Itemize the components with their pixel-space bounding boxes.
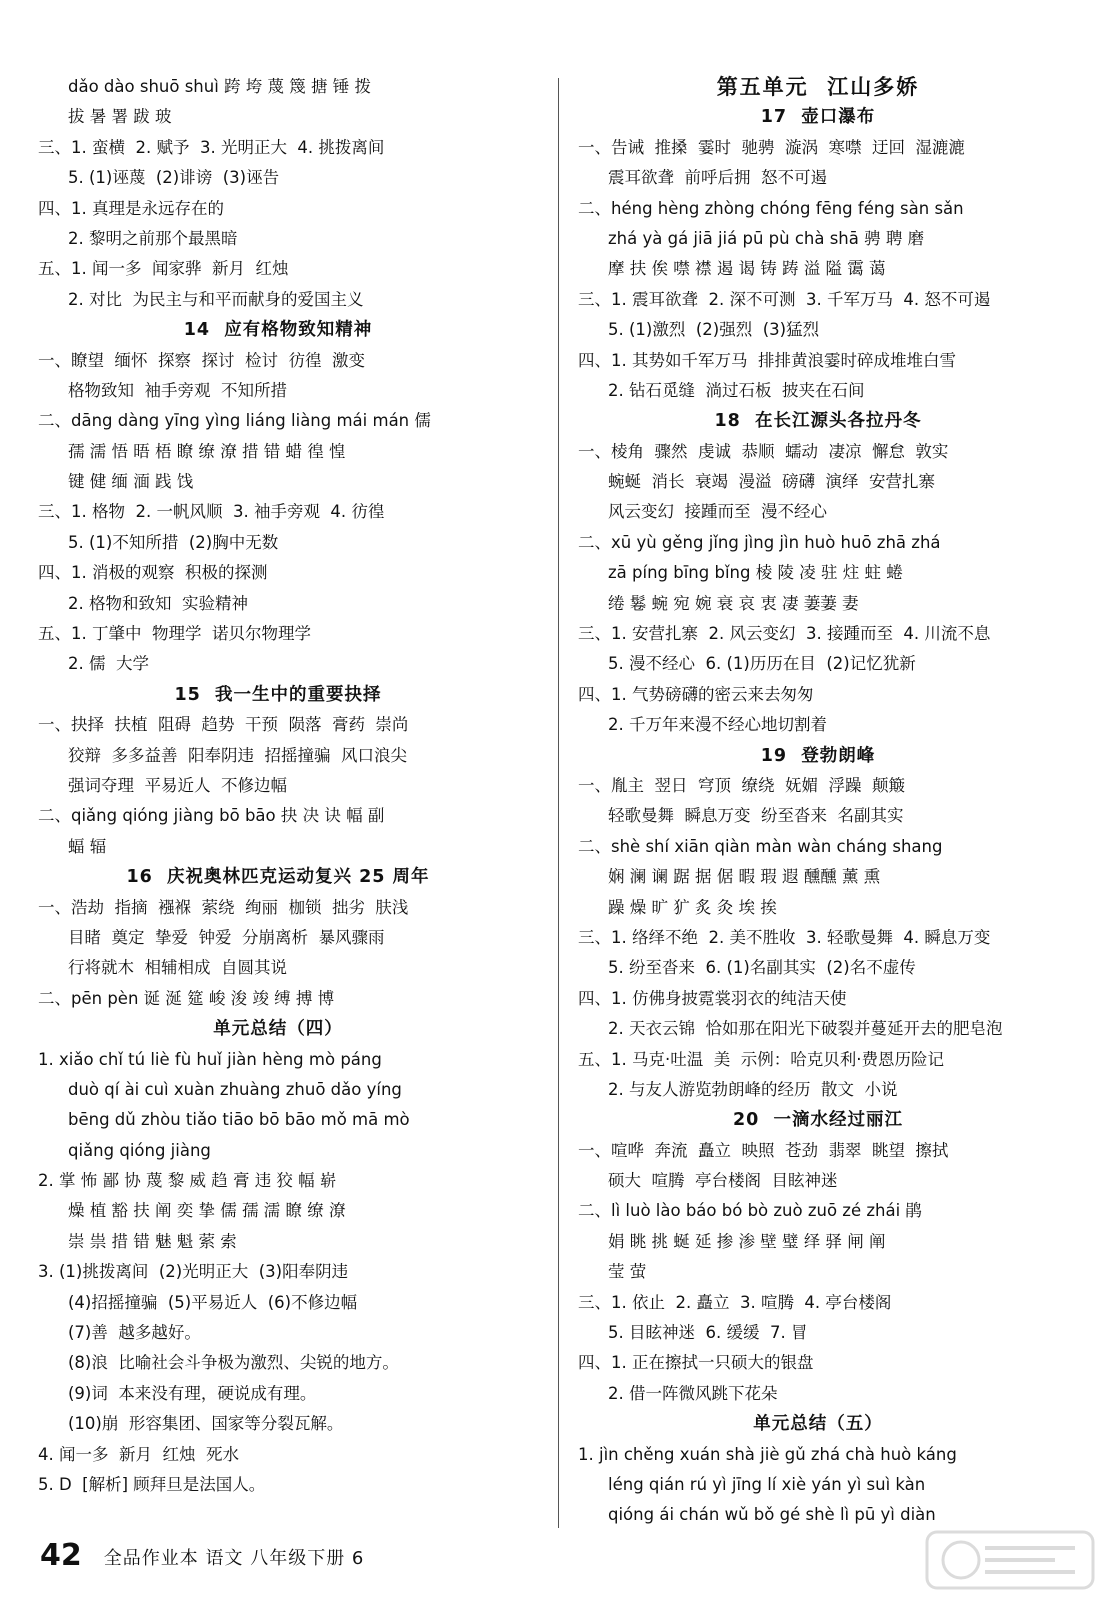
answer-line: 燥 植 豁 扶 阐 奕 挚 儒 孺 濡 瞭 缭 潦 bbox=[68, 1201, 346, 1221]
answer-line: 三、1. 安营扎寨 2. 风云变幻 3. 接踵而至 4. 川流不息 bbox=[578, 624, 991, 644]
answer-line: qiǎng qióng jiàng bbox=[68, 1140, 211, 1160]
section-title: 15 我一生中的重要抉择 bbox=[174, 684, 382, 705]
right-column bbox=[578, 72, 1058, 1531]
answer-line: (4)招摇撞骗 (5)平易近人 (6)不修边幅 bbox=[68, 1292, 358, 1312]
answer-line: 躁 燥 旷 犷 炙 灸 埃 挨 bbox=[608, 897, 777, 917]
answer-line: 3. (1)挑拨离间 (2)光明正大 (3)阳奉阴违 bbox=[38, 1262, 349, 1282]
answer-line: 一、抉择 扶植 阻碍 趋势 干预 陨落 膏药 崇尚 bbox=[38, 715, 409, 735]
answer-line: 2. 格物和致知 实验精神 bbox=[68, 593, 248, 613]
answer-line: 三、1. 震耳欲聋 2. 深不可测 3. 千军万马 4. 怒不可遏 bbox=[578, 289, 991, 309]
answer-line: 拔 暑 署 跋 玻 bbox=[68, 107, 172, 127]
answer-line: qióng ái chán wǔ bǒ gé shè lì pū yì diàn bbox=[608, 1505, 936, 1525]
answer-line: 三、1. 格物 2. 一帆风顺 3. 袖手旁观 4. 彷徨 bbox=[38, 502, 385, 522]
answer-line: 蝠 辐 bbox=[68, 836, 107, 856]
column-divider bbox=[558, 78, 559, 1528]
answer-line: 莹 萤 bbox=[608, 1262, 647, 1282]
answer-line: zhá yà gá jiā jiá pū pù chà shā 骋 聘 磨 bbox=[608, 228, 925, 248]
answer-line: 四、1. 其势如千军万马 排排黄浪霎时碎成堆堆白雪 bbox=[578, 350, 956, 370]
answer-line: 摩 扶 俟 噤 襟 遏 谒 铸 踌 溢 隘 霭 蔼 bbox=[608, 259, 886, 279]
answer-line: 二、shè shí xiān qiàn màn wàn cháng shang bbox=[578, 836, 943, 856]
answer-line: 4. 闻一多 新月 红烛 死水 bbox=[38, 1444, 239, 1464]
answer-line: 5. (1)激烈 (2)强烈 (3)猛烈 bbox=[608, 320, 820, 340]
book-title: 全品作业本 语文 八年级下册 6 bbox=[103, 1548, 365, 1569]
section-title: 17 壶口瀑布 bbox=[760, 107, 876, 128]
answer-line: 2. 天衣云锦 恰如那在阳光下破裂并蔓延开去的肥皂泡 bbox=[608, 1019, 1003, 1039]
page-footer bbox=[40, 1528, 364, 1572]
answer-line: (7)善 越多越好。 bbox=[68, 1323, 201, 1343]
answer-line: 2. 对比 为民主与和平而献身的爱国主义 bbox=[68, 289, 364, 309]
answer-line: bēng dǔ zhòu tiǎo tiāo bō bāo mǒ mā mò bbox=[68, 1110, 410, 1130]
answer-line: 二、xū yù gěng jǐng jìng jìn huò huō zhā zhá bbox=[578, 532, 941, 552]
answer-line: (8)浪 比喻社会斗争极为激烈、尖锐的地方。 bbox=[68, 1353, 399, 1373]
answer-line: 2. 钻石觅缝 淌过石板 披夹在石间 bbox=[608, 380, 865, 400]
answer-line: 娟 眺 挑 蜒 延 掺 渗 壁 璧 绎 驿 闸 阐 bbox=[608, 1231, 886, 1251]
answer-line: 5. D [解析] 顾拜旦是法国人。 bbox=[38, 1474, 266, 1494]
answer-line: 四、1. 真理是永远存在的 bbox=[38, 198, 224, 218]
answer-line: (9)词 本来没有理，硬说成有理。 bbox=[68, 1383, 317, 1403]
answer-line: 五、1. 闻一多 闻家骅 新月 红烛 bbox=[38, 259, 289, 279]
answer-line: 娴 澜 谰 踞 据 倨 暇 瑕 遐 醺醺 薰 熏 bbox=[608, 867, 881, 887]
answer-line: 五、1. 马克·吐温 美 示例：哈克贝利·费恩历险记 bbox=[578, 1049, 944, 1069]
answer-line: 轻歌曼舞 瞬息万变 纷至沓来 名副其实 bbox=[608, 806, 904, 826]
answer-line: 2. 掌 怖 鄙 协 蔑 黎 威 趋 膏 违 狡 幅 崭 bbox=[38, 1171, 337, 1191]
answer-line: 一、棱角 骤然 虔诚 恭顺 蠕动 凄凉 懈怠 敦实 bbox=[578, 441, 949, 461]
answer-line: 5. 纷至沓来 6. (1)名副其实 (2)名不虚传 bbox=[608, 958, 916, 978]
section-title: 19 登勃朗峰 bbox=[760, 745, 876, 766]
answer-line: 1. jìn chěng xuán shà jiè gǔ zhá chà huò káng bbox=[578, 1444, 957, 1464]
unit-title: 第五单元 江山多娇 bbox=[716, 75, 920, 99]
answer-line: 绻 鬈 蜿 宛 婉 衰 哀 衷 凄 萋萋 妻 bbox=[608, 593, 859, 613]
answer-line: 风云变幻 接踵而至 漫不经心 bbox=[608, 502, 827, 522]
answer-line: 狡辩 多多益善 阳奉阴违 招摇撞骗 风口浪尖 bbox=[68, 745, 407, 765]
answer-line: 三、1. 依止 2. 矗立 3. 喧腾 4. 亭台楼阁 bbox=[578, 1292, 892, 1312]
answer-line: duò qí ài cuì xuàn zhuàng zhuō dǎo yíng bbox=[68, 1079, 402, 1099]
answer-line: 二、héng hèng zhòng chóng fēng féng sàn sǎn bbox=[578, 198, 964, 218]
answer-line: 行将就木 相辅相成 自圆其说 bbox=[68, 958, 287, 978]
answer-line: 5. 目眩神迷 6. 缓缓 7. 冒 bbox=[608, 1323, 808, 1343]
answer-line: 四、1. 仿佛身披霓裳羽衣的纯洁天使 bbox=[578, 988, 847, 1008]
answer-line: 五、1. 丁肇中 物理学 诺贝尔物理学 bbox=[38, 624, 311, 644]
section-title: 18 在长江源头各拉丹冬 bbox=[714, 411, 922, 432]
answer-line: zā píng bīng bǐng 棱 陵 凌 驻 炷 蛀 蜷 bbox=[608, 563, 903, 583]
answer-line: 1. xiǎo chǐ tú liè fù huǐ jiàn hèng mò páng bbox=[38, 1049, 382, 1069]
answer-line: 四、1. 消极的观察 积极的探测 bbox=[38, 563, 268, 583]
page-number: 42 bbox=[40, 1538, 82, 1573]
answer-line: 蜿蜒 消长 衰竭 漫溢 磅礴 演绎 安营扎寨 bbox=[608, 472, 935, 492]
answer-line: 键 健 缅 湎 践 饯 bbox=[68, 472, 194, 492]
answer-line: 三、1. 络绎不绝 2. 美不胜收 3. 轻歌曼舞 4. 瞬息万变 bbox=[578, 927, 991, 947]
answer-line: (10)崩 形容集团、国家等分裂瓦解。 bbox=[68, 1414, 344, 1434]
answer-line: 四、1. 气势磅礴的密云来去匆匆 bbox=[578, 684, 814, 704]
left-column bbox=[38, 72, 518, 1500]
answer-line: 二、pēn pèn 诞 涎 筵 峻 浚 竣 缚 搏 博 bbox=[38, 988, 335, 1008]
answer-line: 一、浩劫 指摘 襁褓 萦绕 绚丽 枷锁 拙劣 肤浅 bbox=[38, 897, 409, 917]
section-title: 16 庆祝奥林匹克运动复兴 25 周年 bbox=[126, 867, 430, 888]
answer-line: 二、dāng dàng yīng yìng liáng liàng mái mán 儒 bbox=[38, 411, 431, 431]
answer-line: 5. (1)诬蔑 (2)诽谤 (3)诬告 bbox=[68, 168, 280, 188]
answer-line: 三、1. 蛮横 2. 赋予 3. 光明正大 4. 挑拨离间 bbox=[38, 137, 385, 157]
section-title: 单元总结（五） bbox=[753, 1414, 883, 1435]
answer-line: 一、瞭望 缅怀 探察 探讨 检讨 彷徨 激变 bbox=[38, 350, 365, 370]
answer-line: 一、喧哗 奔流 矗立 映照 苍劲 翡翠 眺望 擦拭 bbox=[578, 1140, 949, 1160]
answer-line: 二、lì luò lào báo bó bò zuò zuō zé zhái 鹃 bbox=[578, 1201, 922, 1221]
answer-line: 5. 漫不经心 6. (1)历历在目 (2)记忆犹新 bbox=[608, 654, 916, 674]
answer-line: léng qián rú yì jīng lí xiè yán yì suì kàn bbox=[608, 1474, 926, 1494]
answer-line: 震耳欲聋 前呼后拥 怒不可遏 bbox=[608, 168, 827, 188]
answer-line: 2. 黎明之前那个最黑暗 bbox=[68, 228, 238, 248]
section-title: 14 应有格物致知精神 bbox=[183, 320, 373, 341]
answer-line: 格物致知 袖手旁观 不知所措 bbox=[68, 380, 287, 400]
answer-line: 四、1. 正在擦拭一只硕大的银盘 bbox=[578, 1353, 814, 1373]
answer-line: 一、胤主 翌日 穹顶 缭绕 妩媚 浮躁 颠簸 bbox=[578, 775, 905, 795]
answer-line: 一、告诫 推搡 霎时 驰骋 漩涡 寒噤 迂回 湿漉漉 bbox=[578, 137, 965, 157]
answer-line: 硕大 喧腾 亭台楼阁 目眩神迷 bbox=[608, 1171, 838, 1191]
answer-line: 2. 借一阵微风跳下花朵 bbox=[608, 1383, 778, 1403]
answer-line: 孺 濡 悟 晤 梧 瞭 缭 潦 措 错 蜡 徨 惶 bbox=[68, 441, 346, 461]
answer-line: 目睹 奠定 挚爱 钟爱 分崩离析 暴风骤雨 bbox=[68, 927, 385, 947]
answer-line: 2. 与友人游览勃朗峰的经历 散文 小说 bbox=[608, 1079, 898, 1099]
answer-line: dǎo dào shuō shuì 跨 垮 蔑 篾 搪 锤 拨 bbox=[68, 77, 372, 96]
section-title: 20 一滴水经过丽江 bbox=[732, 1110, 904, 1131]
watermark-logo-icon bbox=[925, 1530, 1095, 1590]
answer-line: 5. (1)不知所措 (2)胸中无数 bbox=[68, 532, 279, 552]
answer-line: 强词夺理 平易近人 不修边幅 bbox=[68, 775, 287, 795]
answer-line: 崇 祟 措 错 魅 魁 萦 索 bbox=[68, 1231, 237, 1251]
answer-line: 2. 儒 大学 bbox=[68, 654, 149, 674]
section-title: 单元总结（四） bbox=[213, 1019, 343, 1040]
answer-line: 二、qiǎng qióng jiàng bō bāo 抉 决 诀 幅 副 bbox=[38, 806, 385, 826]
answer-line: 2. 千万年来漫不经心地切割着 bbox=[608, 715, 827, 735]
